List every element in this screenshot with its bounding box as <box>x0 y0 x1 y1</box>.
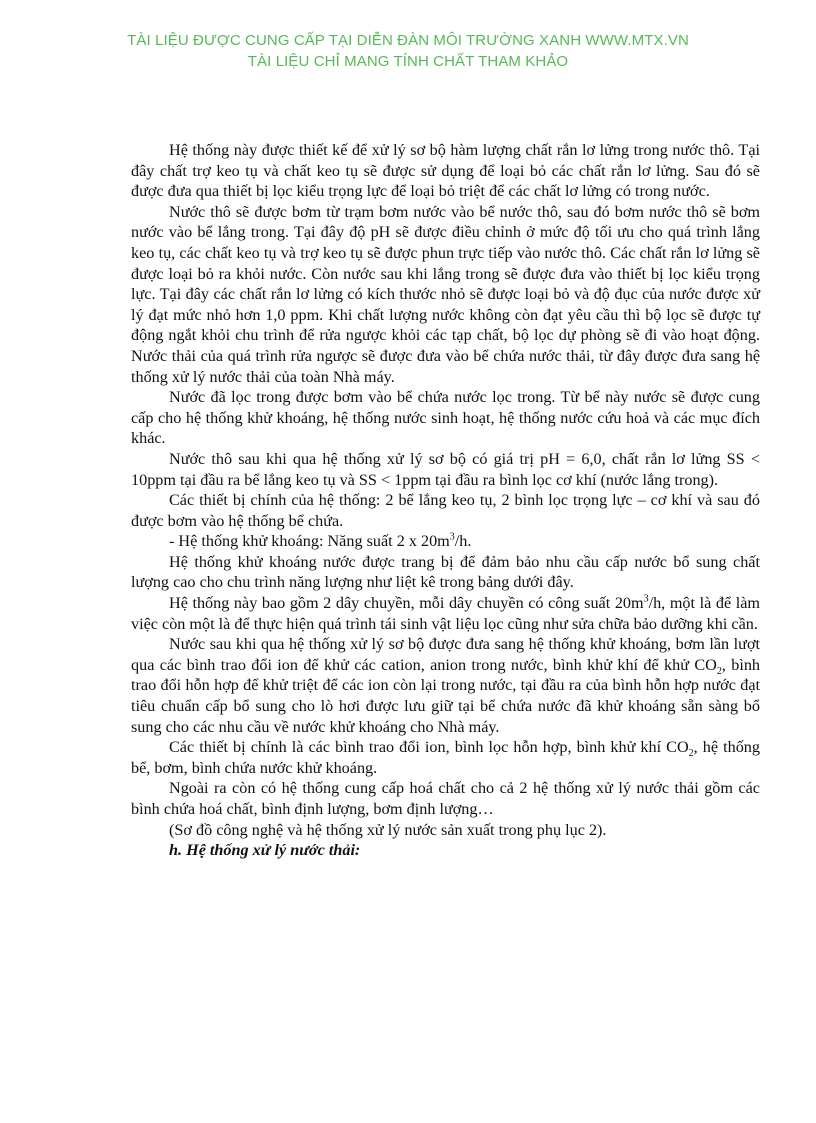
paragraph-9 <box>131 634 760 737</box>
paragraph-7: Hệ thống khử khoáng nước được trang bị để đảm bảo nhu cầu cấp nước bổ sung chất lượng cao cho chu trình năng lượng như liệt kê trong bảng dưới đây. <box>131 552 760 592</box>
p9-subscript: 2 <box>716 666 722 678</box>
paragraph-5: Các thiết bị chính của hệ thống: 2 bể lắng keo tụ, 2 bình lọc trọng lực – cơ khí và sau đó được bơm vào hệ thống bể chứa. <box>131 491 760 530</box>
watermark-line-1: TÀI LIỆU ĐƯỢC CUNG CẤP TẠI DIỄN ĐÀN MÔI TRƯỜNG XANH WWW.MTX.VN <box>127 32 689 49</box>
section-heading: h. Hệ thống xử lý nước thải: <box>169 841 361 860</box>
paragraph-10 <box>131 737 760 778</box>
paragraph-2: Nước thô sẽ được bơm từ trạm bơm nước vào bể nước thô, sau đó bơm nước thô sẽ bơm nước vào bể lắng trong. Tại đây độ pH sẽ được điều chỉnh ở mức độ tối ưu cho quá trình lắng keo tụ, các chất keo tụ và trợ keo tụ sẽ được phun trực tiếp vào nước thô. Các chất rắn lơ lửng sẽ được loại bỏ ra khỏi nước. Còn nước sau khi lắng trong sẽ được đưa vào thiết bị lọc kiểu trọng lực. Tại đây các chất rắn lơ lửng có kích thước nhỏ sẽ được loại bỏ và độ đục của nước được xử lý đạt mức nhỏ hơn 1,0 ppm. Khi chất lượng nước không còn đạt yêu cầu thì bộ lọc sẽ được tự động ngắt khỏi chu trình để rửa ngược khỏi các tạp chất, bộ lọc dự phòng sẽ đi vào hoạt động. Nước thải của quá trình rửa ngược sẽ được đưa vào bể chứa nước thải, từ đây được đưa sang hệ thống xử lý nước thải của toàn Nhà máy. <box>131 202 760 386</box>
watermark-header <box>0 30 816 72</box>
paragraph-6 <box>131 531 760 552</box>
paragraph-8 <box>131 593 760 634</box>
p9-text-end: , bình trao đổi hỗn hợp để khử triệt để các ion còn lại trong nước, tại đầu ra của bình hỗn hợp nước đạt tiêu chuẩn cấp bổ sung cho lò hơi được lưu giữ tại bể chứa nước đã khử khoáng sẵn sàng bổ sung cho các nhu cầu về nước khử khoáng cho Nhà máy. <box>131 655 761 736</box>
paragraph-11: Ngoài ra còn có hệ thống cung cấp hoá chất cho cả 2 hệ thống xử lý nước thải gồm các bình chứa hoá chất, bình định lượng, bơm định lượng… <box>131 779 760 818</box>
p9-text: Nước sau khi qua hệ thống xử lý sơ bộ được đưa sang hệ thống khử khoáng, bơm lần lượt qua các bình trao đổi ion để khử các cation, anion trong nước, bình khử khí để khử CO <box>131 635 760 674</box>
paragraph-1: Hệ thống này được thiết kế để xử lý sơ bộ hàm lượng chất rắn lơ lửng trong nước thô. Tại đây chất trợ keo tụ và chất keo tụ sẽ được sử dụng để loại bỏ các chất rắn lơ lửng. Sau đó sẽ được đưa qua thiết bị lọc kiểu trọng lực để loại bỏ triệt để các chất lơ lửng có trong nước. <box>131 141 760 201</box>
p6-text: - Hệ thống khử khoáng: Năng suất 2 x 20m <box>169 532 450 551</box>
paragraph-12: (Sơ đồ công nghệ và hệ thống xử lý nước sản xuất trong phụ lục 2). <box>169 820 607 839</box>
p10-subscript: 2 <box>688 748 694 760</box>
document-body <box>131 140 760 861</box>
paragraph-3: Nước đã lọc trong được bơm vào bể chứa nước lọc trong. Từ bể này nước sẽ được cung cấp cho hệ thống khử khoáng, hệ thống nước sinh hoạt, hệ thống nước cứu hoả và các mục đích khác. <box>131 388 760 448</box>
p6-text-end: /h. <box>454 532 472 551</box>
p10-text-end: , hệ thống bể, bơm, bình chứa nước khử khoáng. <box>131 738 760 777</box>
p8-text-end: /h, một là để làm việc còn một là để thực hiện quá trình tái sinh vật liệu lọc cũng như sửa chữa bảo dưỡng khi cần. <box>131 594 760 633</box>
p6-superscript: 3 <box>449 531 455 543</box>
paragraph-4: Nước thô sau khi qua hệ thống xử lý sơ bộ có giá trị pH = 6,0, chất rắn lơ lửng SS < 10ppm tại đầu ra bể lắng keo tụ và SS < 1ppm tại đầu ra bình lọc cơ khí (nước lắng trong). <box>131 449 760 489</box>
p8-text: Hệ thống này bao gồm 2 dây chuyền, mỗi dây chuyền có công suất 20m <box>169 594 644 613</box>
watermark-line-2: TÀI LIỆU CHỈ MANG TÍNH CHẤT THAM KHẢO <box>247 53 569 70</box>
p10-text: Các thiết bị chính là các bình trao đổi ion, bình lọc hỗn hợp, bình khử khí CO <box>169 738 689 757</box>
p8-superscript: 3 <box>643 593 649 605</box>
